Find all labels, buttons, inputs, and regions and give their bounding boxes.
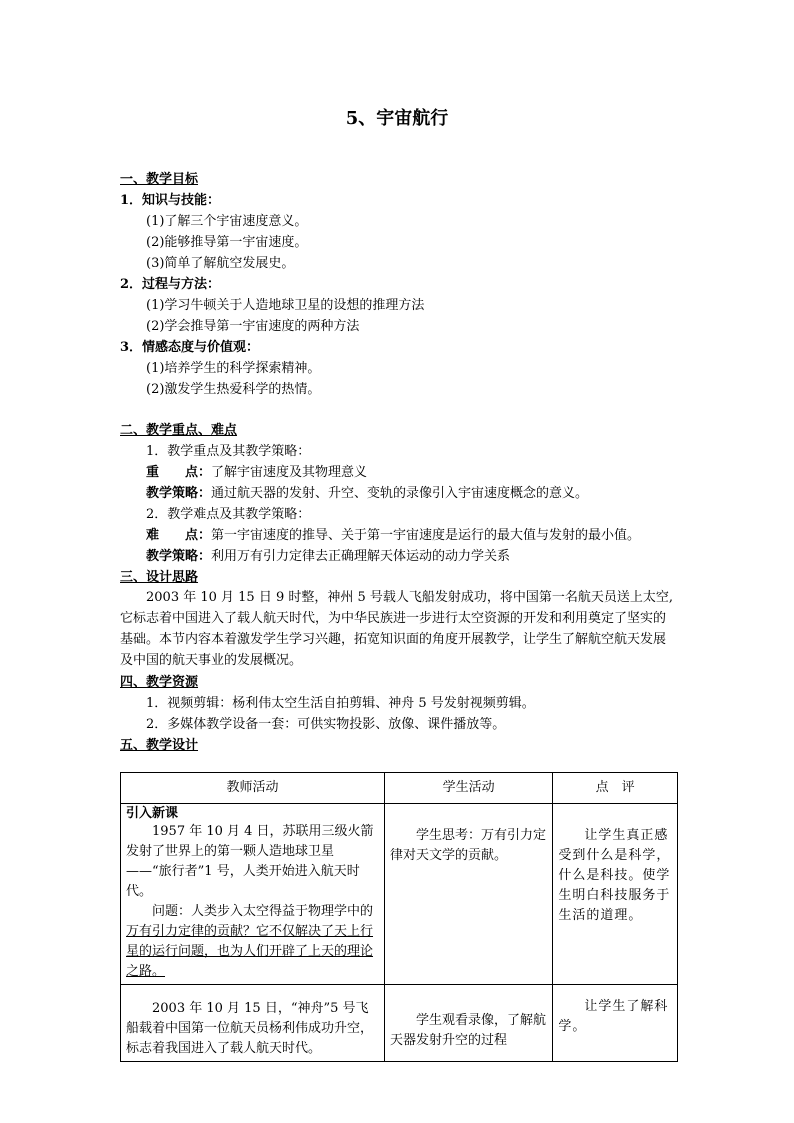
- intro-label: 引入新课: [126, 806, 179, 821]
- difficult-point-row: [146, 528, 640, 544]
- section-heading-resources: 四、教学资源: [120, 675, 199, 690]
- resource-item: 2．多媒体教学设备一套：可供实物投影、放像、课件播放等。: [146, 717, 506, 732]
- page-title: 5、宇宙航行: [345, 108, 449, 129]
- student-activity-text: 学生观看录像，了解航天器发射升空的过程: [389, 1013, 546, 1048]
- section-heading-teaching-design: 五、教学设计: [120, 738, 199, 753]
- strategy-row: [146, 549, 510, 565]
- comment-cell: [553, 985, 678, 1062]
- table-header-student: 学生活动: [384, 773, 552, 804]
- objective-item: (1)学习牛顿关于人造地球卫星的设想的推理方法: [146, 298, 425, 313]
- key-point-label: 重 点：: [146, 465, 212, 480]
- teacher-question: [126, 902, 379, 982]
- resource-item: 1．视频剪辑：杨利伟太空生活自拍剪辑、神舟 5 号发射视频剪辑。: [146, 696, 535, 711]
- key-point-row: [146, 465, 367, 481]
- objective-item: (2)激发学生热爱科学的热情。: [146, 382, 321, 397]
- objective-item: (1)培养学生的科学探索精神。: [146, 361, 321, 376]
- strategy-label: 教学策略：: [146, 486, 212, 501]
- teacher-activity-cell: [121, 804, 385, 985]
- strategy-label: 教学策略：: [146, 549, 212, 564]
- student-activity-cell: [384, 985, 552, 1062]
- table-header-comment: 点 评: [553, 773, 678, 804]
- teaching-design-table: [120, 772, 678, 1062]
- strategy-text: 利用万有引力定律去正确理解天体运动的动力学关系: [211, 549, 511, 564]
- objective-item: (2)能够推导第一宇宙速度。: [146, 235, 308, 250]
- objective-process-heading: 2．过程与方法：: [120, 277, 221, 292]
- teacher-activity-text: 2003 年 10 月 15 日，“神舟”5 号飞船载着中国第一位航天员杨利伟成功升空，标志着我国进入了载人航天时代。: [126, 1001, 374, 1056]
- key-points-subheading: 1．教学重点及其教学策略：: [146, 444, 311, 459]
- table-header-row: [121, 773, 678, 804]
- comment-text: 让学生了解科学。: [558, 999, 669, 1034]
- difficult-point-text: 第一宇宙速度的推导、关于第一宇宙速度是运行的最大值与发射的最小值。: [211, 528, 641, 543]
- difficult-points-subheading: 2．教学难点及其教学策略：: [146, 507, 311, 522]
- objective-item: (2)学会推导第一宇宙速度的两种方法: [146, 319, 360, 334]
- difficult-point-label: 难 点：: [146, 528, 212, 543]
- student-activity-text: 学生思考：万有引力定律对天文学的贡献。: [389, 828, 546, 863]
- section-heading-key-points: 二、教学重点、难点: [120, 423, 238, 438]
- section-heading-objectives: 一、教学目标: [120, 172, 199, 187]
- strategy-row: [146, 486, 588, 502]
- objective-item: (3)简单了解航空发展史。: [146, 256, 295, 271]
- teacher-question-lead: 问题：人类步入太空得益于物理学中的: [152, 904, 374, 919]
- table-header-teacher: 教师活动: [121, 773, 385, 804]
- objective-knowledge-heading: 1．知识与技能：: [120, 193, 221, 208]
- design-paragraph: 2003 年 10 月 15 日 9 时整，神州 5 号载人飞船发射成功，将中国第一名航天员送上太空,它标志着中国进入了载人航天时代，为中华民族进一步进行太空资源的开发和利用奠定了坚实的基础。本节内容本着激发学生学习兴趣，拓宽知识面的角度开展教学，让学生了解航空航天发展及中国的航天事业的发展概况。: [120, 590, 674, 668]
- key-point-text: 了解宇宙速度及其物理意义: [211, 465, 368, 480]
- comment-text: 让学生真正感受到什么是科学，什么是科技。使学生明白科技服务于生活的道理。: [558, 828, 671, 923]
- strategy-text: 通过航天器的发射、升空、变轨的录像引入宇宙速度概念的意义。: [211, 486, 589, 501]
- teacher-activity-text: 1957 年 10 月 4 日，苏联用三级火箭发射了世界上的第一颗人造地球卫星——“旅行者”1 号，人类开始进入航天时代。: [126, 824, 374, 899]
- objective-item: (1)了解三个宇宙速度意义。: [146, 214, 308, 229]
- teacher-activity-cell: [121, 985, 385, 1062]
- table-row: [121, 985, 678, 1062]
- section-heading-design: 三、设计思路: [120, 570, 199, 585]
- comment-cell: [553, 804, 678, 985]
- table-row: [121, 804, 678, 985]
- teacher-question-underlined: 万有引力定律的贡献？它不仅解决了天上行星的运行问题，也为人们开辟了上天的理论之路。: [126, 924, 374, 979]
- student-activity-cell: [384, 804, 552, 985]
- objective-attitude-heading: 3．情感态度与价值观：: [120, 340, 260, 355]
